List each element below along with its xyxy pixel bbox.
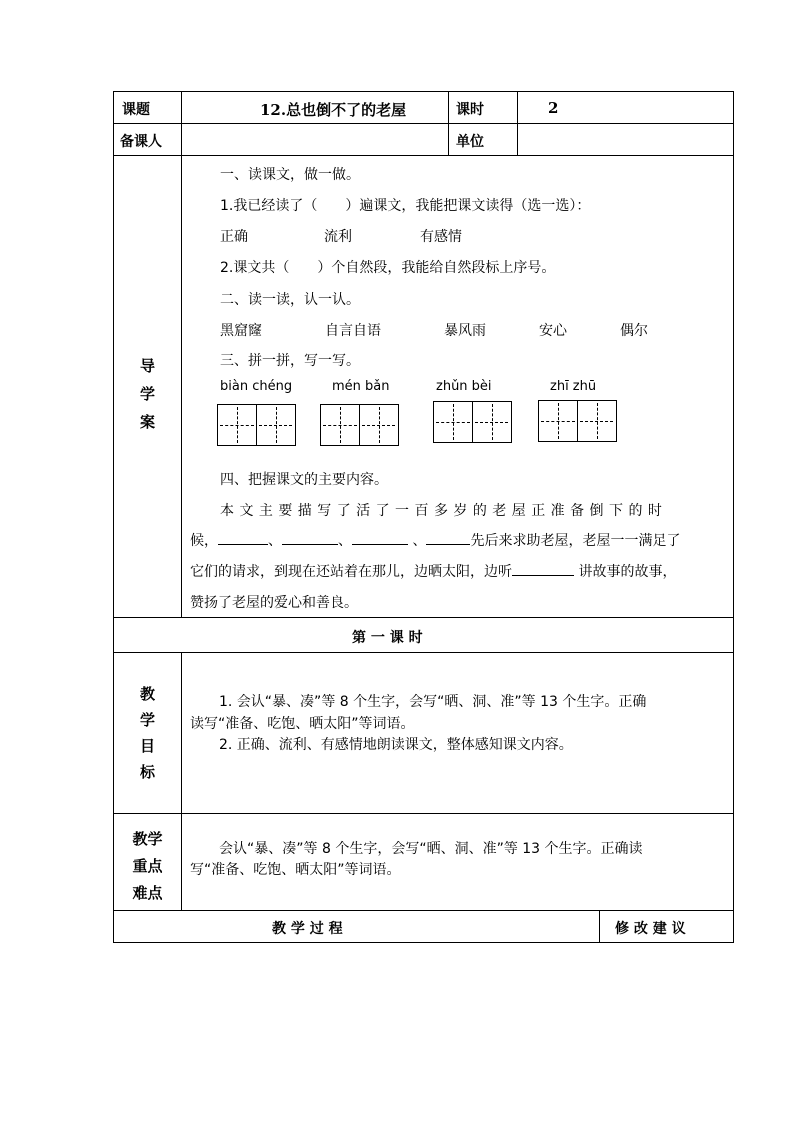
s2-word: 自言自语 xyxy=(325,323,381,339)
goal-1-cont: 读写“准备、吃饱、晒太阳”等词语。 xyxy=(190,716,415,732)
lesson-heading: 第 一 课 时 xyxy=(352,630,423,646)
s4-line4: 赞扬了老屋的爱心和善良。 xyxy=(190,595,358,611)
s2-word: 暴风雨 xyxy=(444,323,486,339)
s4-title: 四、把握课文的主要内容。 xyxy=(220,472,388,488)
s3-pinyin: zhī zhū xyxy=(550,379,597,394)
process-row xyxy=(113,910,734,943)
goals-side-label xyxy=(114,681,181,785)
goals-side-char: 学 xyxy=(139,711,155,729)
period-value: 2 xyxy=(548,99,559,117)
blank[interactable] xyxy=(512,561,574,576)
topic-label: 课题 xyxy=(122,102,150,118)
goals-side-char: 标 xyxy=(139,763,155,781)
sep: 、 xyxy=(268,533,282,549)
writing-grid[interactable] xyxy=(320,404,399,446)
period-label: 课时 xyxy=(456,102,484,118)
s4-line2 xyxy=(190,530,680,550)
s4-line2-end: 先后来求助老屋，老屋一一满足了 xyxy=(470,533,681,549)
s1-q1: 1.我已经读了（ ）遍课文，我能把课文读得（选一选）： xyxy=(220,198,591,214)
topic-row xyxy=(113,91,734,124)
goals-side-char: 目 xyxy=(139,737,155,755)
sep: 、 xyxy=(338,533,352,549)
key-side-line: 重点 xyxy=(132,857,163,875)
process-label: 教 学 过 程 xyxy=(272,921,343,937)
preparer-label: 备课人 xyxy=(120,134,162,150)
s1-title: 一、读课文，做一做。 xyxy=(220,167,360,183)
unit-field[interactable] xyxy=(517,124,735,156)
s2-word: 偶尔 xyxy=(620,323,648,339)
s4-line1: 本 文 主 要 描 写 了 活 了 一 百 多 岁 的 老 屋 正 准 备 倒 下 的 时 xyxy=(220,503,663,519)
key-side-label xyxy=(114,826,181,907)
s1-option: 流利 xyxy=(324,229,352,245)
s1-option: 有感情 xyxy=(420,229,462,245)
blank[interactable] xyxy=(352,530,408,545)
blank[interactable] xyxy=(282,530,338,545)
goal-2: 2. 正确、流利、有感情地朗读课文，整体感知课文内容。 xyxy=(219,737,573,753)
guide-side-char: 学 xyxy=(139,385,155,403)
goals-side-char: 教 xyxy=(139,685,155,703)
s2-title: 二、读一读，认一认。 xyxy=(220,292,360,308)
writing-grid[interactable] xyxy=(433,401,512,443)
key-text-cont: 写“准备、吃饱、晒太阳”等词语。 xyxy=(190,862,401,878)
key-side-line: 难点 xyxy=(132,884,163,902)
s4-line3 xyxy=(190,561,676,581)
s3-title: 三、拼一拼，写一写。 xyxy=(220,353,360,369)
s3-pinyin: biàn chéng xyxy=(220,379,293,394)
preparer-field[interactable] xyxy=(181,124,449,156)
s4-line3-end: 讲故事的故事， xyxy=(574,564,677,580)
s4-line3-start: 它们的请求，到现在还站着在那儿，边晒太阳，边听 xyxy=(190,564,512,580)
s4-line2-start: 候， xyxy=(190,533,218,549)
guide-row xyxy=(113,155,734,617)
s1-q2: 2.课文共（ ）个自然段，我能给自然段标上序号。 xyxy=(220,260,556,276)
guide-side-char: 导 xyxy=(139,357,155,375)
key-side-line: 教学 xyxy=(132,830,163,848)
blank[interactable] xyxy=(218,530,268,545)
goals-row xyxy=(113,652,734,814)
guide-side-char: 案 xyxy=(139,413,155,431)
s2-word: 安心 xyxy=(539,323,567,339)
sep: 、 xyxy=(408,533,427,549)
suggest-label: 修 改 建 议 xyxy=(615,921,686,937)
s2-word: 黑窟窿 xyxy=(220,323,262,339)
preparer-row xyxy=(113,123,734,156)
s3-pinyin: mén bǎn xyxy=(332,379,390,394)
s1-option: 正确 xyxy=(220,229,248,245)
lesson-heading-row xyxy=(113,617,734,653)
goal-1: 1. 会认“暴、凑”等 8 个生字，会写“晒、洞、准”等 13 个生字。正确 xyxy=(219,694,647,710)
writing-grid[interactable] xyxy=(217,404,296,446)
key-points-row xyxy=(113,813,734,911)
key-text: 会认“暴、凑”等 8 个生字，会写“晒、洞、准”等 13 个生字。正确读 xyxy=(219,841,643,857)
guide-side-label xyxy=(114,352,181,436)
topic-value: 12.总也倒不了的老屋 xyxy=(260,101,407,119)
blank[interactable] xyxy=(426,530,470,545)
writing-grid[interactable] xyxy=(538,400,617,442)
s3-pinyin: zhǔn bèi xyxy=(436,379,492,394)
unit-label: 单位 xyxy=(456,134,484,150)
